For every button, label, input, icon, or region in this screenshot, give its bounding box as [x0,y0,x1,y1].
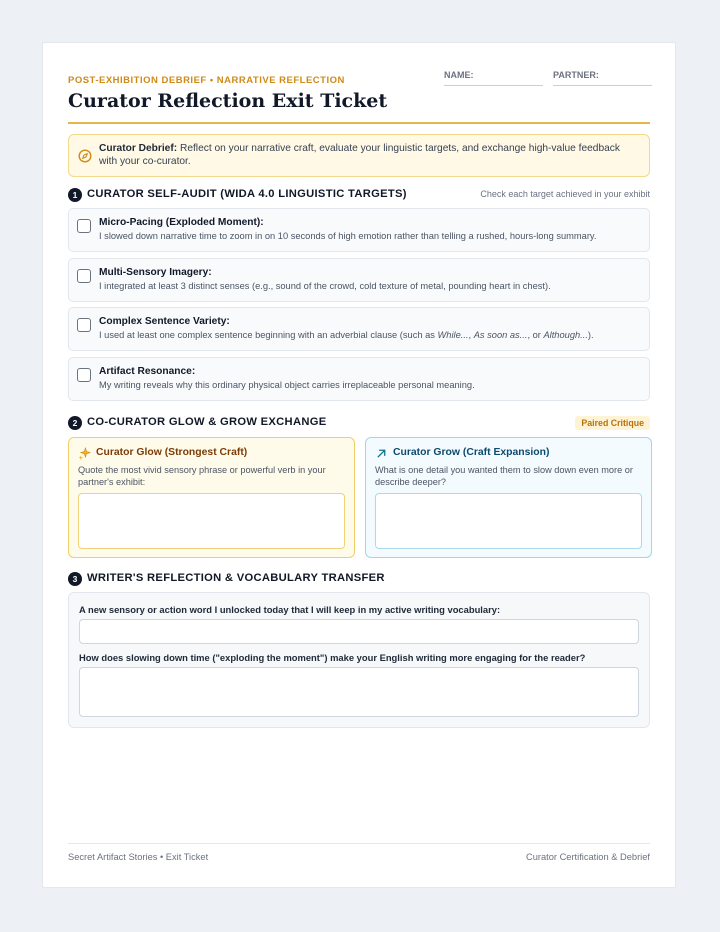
worksheet-page [42,42,676,888]
checklist-item-title: Artifact Resonance: [99,366,196,377]
grow-answer-box[interactable] [375,493,642,549]
glow-title: Curator Glow (Strongest Craft) [96,447,248,458]
checklist-item-title: Complex Sentence Variety: [99,316,230,327]
glow-answer-box[interactable] [78,493,345,549]
footer-right: Curator Certification & Debrief [525,852,650,862]
section-title: WRITER'S REFLECTION & VOCABULARY TRANSFER [87,572,385,584]
checklist-item-desc: My writing reveals why this ordinary physical object carries irreplaceable personal meaning. [99,380,475,390]
section-title: CURATOR SELF-AUDIT (WIDA 4.0 LINGUISTIC TARGETS) [87,188,407,200]
section-number: 1 [68,188,82,202]
section-title: CO-CURATOR GLOW & GROW EXCHANGE [87,416,327,428]
checkbox[interactable] [77,269,91,283]
checkbox[interactable] [77,219,91,233]
checklist-item-resonance [68,357,650,401]
header-divider [68,122,650,124]
section-number: 3 [68,572,82,586]
checklist-item-title: Multi-Sensory Imagery: [99,267,212,278]
section-reflection-header [68,571,650,587]
checklist-item-title: Micro-Pacing (Exploded Moment): [99,217,264,228]
checklist-item-micro-pacing [68,208,650,252]
section-number: 2 [68,416,82,430]
vocab-question: A new sensory or action word I unlocked today that I will keep in my active writing vocabulary: [79,604,501,615]
kicker-text: POST-EXHIBITION DEBRIEF • NARRATIVE REFLECTION [68,75,345,86]
callout-lead: Curator Debrief: [99,143,178,154]
sparkles-icon [78,447,91,460]
checkbox[interactable] [77,368,91,382]
slowdown-answer-field[interactable] [79,667,639,717]
section-self-audit-header [68,187,650,203]
checklist-item-desc: I slowed down narrative time to zoom in on 10 seconds of high emotion rather than telling a rushed, hours-long summary. [99,231,597,241]
grow-card [365,437,652,558]
glow-desc: Quote the most vivid sensory phrase or powerful verb in your partner's exhibit: [78,465,326,487]
grow-title: Curator Grow (Craft Expansion) [393,447,550,458]
checklist-item-sentence-variety [68,307,650,351]
name-label: NAME: [444,70,474,80]
footer-divider [68,843,650,844]
name-field[interactable] [444,70,543,86]
reflection-panel [68,592,650,728]
checklist-item-desc: I used at least one complex sentence beginning with an adverbial clause (such as While..., As soon as..., or Although...). [99,330,594,340]
checkbox[interactable] [77,318,91,332]
page-title: Curator Reflection Exit Ticket [68,90,388,112]
glow-card [68,437,355,558]
vocab-answer-field[interactable] [79,619,639,644]
paired-critique-badge: Paired Critique [575,416,650,430]
grow-desc: What is one detail you wanted them to slow down even more or describe deeper? [375,465,633,487]
callout-text: Reflect on your narrative craft, evaluate your linguistic targets, and exchange high-value feedback with your co-curator. [99,143,620,167]
slowdown-question: How does slowing down time ("exploding the moment") make your English writing more engaging for the reader? [79,652,586,663]
footer-left: Secret Artifact Stories • Exit Ticket [68,852,209,862]
arrow-up-right-icon [375,447,388,460]
checklist-item-desc: I integrated at least 3 distinct senses (e.g., sound of the crowd, cold texture of metal, pounding heart in chest). [99,281,551,291]
partner-field[interactable] [553,70,652,86]
partner-label: PARTNER: [553,70,599,80]
checklist-item-sensory [68,258,650,302]
debrief-callout [68,134,650,177]
compass-icon [78,149,92,163]
section-hint: Check each target achieved in your exhibit [480,189,650,199]
section-glow-grow-header [68,415,650,431]
